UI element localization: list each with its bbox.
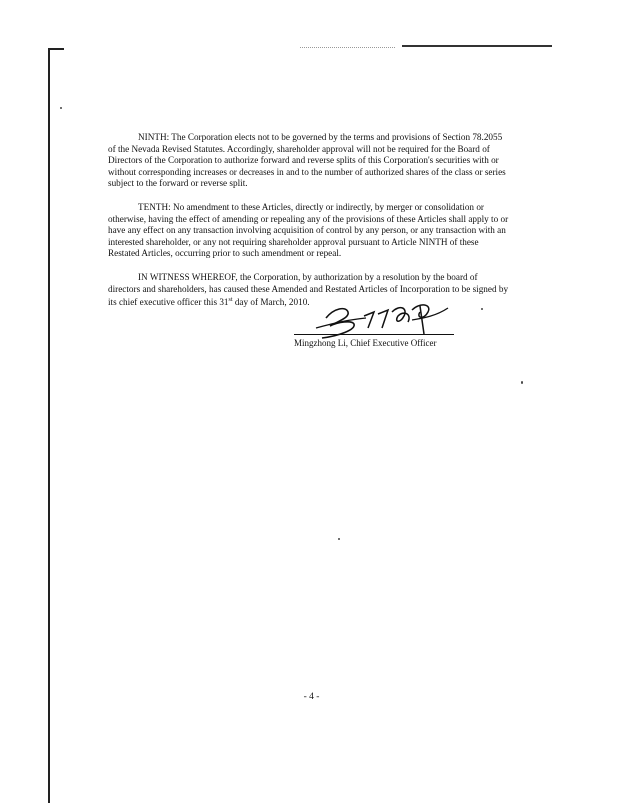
paragraph-ninth: NINTH: The Corporation elects not to be governed by the terms and provisions of Section 78.2055 of the Nevada Revised Statutes. Accordingly, shareholder approval will not be required for the Board of Directors of the Corporation to authorize forward and reverse splits of this Corporation's securities with or without corresponding increases or decreases in and to the number of authorized shares of the class or series subject to the forward or reverse split. xyxy=(108,132,506,189)
scan-top-rule xyxy=(402,45,552,47)
signature-block xyxy=(294,298,462,348)
witness-date-text: day of March, 2010. xyxy=(232,297,310,308)
scan-speck xyxy=(60,107,62,109)
scan-top-dots xyxy=(300,47,395,48)
document-body xyxy=(108,132,510,321)
witness-ordinal-suffix: st xyxy=(228,297,233,304)
signer-name-title: Mingzhong Li, Chief Executive Officer xyxy=(294,338,437,348)
scan-speck xyxy=(338,538,340,540)
paragraph-tenth: TENTH: No amendment to these Articles, directly or indirectly, by merger or consolidation or otherwise, having the effect of amending or repealing any of the provisions of these Articles shall apply to or have any effect on any transaction involving acquisition of control by any person, or any transaction with an interested shareholder, or any not requiring shareholder approval pursuant to Article NINTH of these Restated Articles, occurring prior to such amendment or repeal. xyxy=(108,201,509,259)
scan-speck xyxy=(521,381,523,384)
scan-edge-tick xyxy=(48,48,64,50)
witness-text: IN WITNESS WHEREOF, the Corporation, by authorization by a resolution by the board of directors and shareholders, has caused these Amended and Restated Articles of Incorporation to be signed by its chief executive officer this 31 xyxy=(108,271,509,308)
signature-line xyxy=(294,334,454,335)
scan-edge-line xyxy=(48,48,50,803)
page-number: - 4 - xyxy=(303,692,320,702)
